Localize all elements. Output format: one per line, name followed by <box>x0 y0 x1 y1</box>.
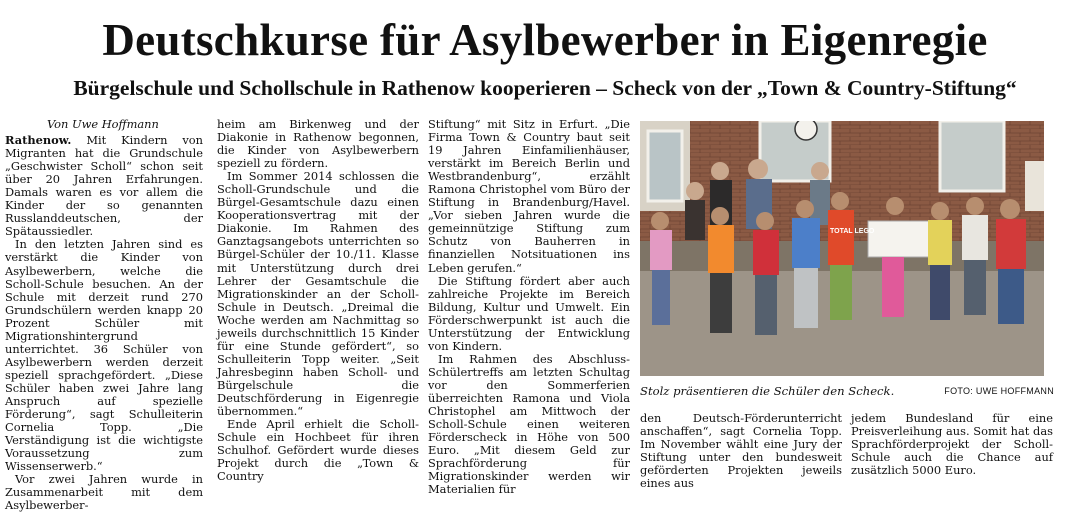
headline: Deutschkurse für Asylbewerber in Eigenregie <box>102 15 988 65</box>
paragraph: Die Stiftung fördert aber auch zahlreiche Projekte im Bereich Bildung, Kultur und Umwelt. Ein Förderschwerpunkt ist auch die Unterstützung der Entwicklung von Kindern. <box>428 273 630 353</box>
paragraph: In den letzten Jahren sind es verstärkt die Kinder von Asylbewerbern, welche die Scholl-Schule besuchen. An der Schule mit derzeit rund 270 Grundschülern werden knapp 20 Prozent Schüler mit Migrationshintergrund unterrichtet. 36 Schüler von Asylbewerbern werden derzeit speziell sprachgefördert. „Diese Schüler haben zwei Jahre lang Anspruch auf spezielle Förderung“, sagt Schulleiterin Cornelia Topp. „Die Verständigung ist die wichtigste Voraussetzung zum Wissenserwerb.“ <box>5 237 203 474</box>
article-column-1 <box>5 118 203 512</box>
group-photo <box>640 121 1044 376</box>
byline: Von Uwe Hoffmann <box>47 117 159 131</box>
paragraph: Im Rahmen des Abschluss-Schülertreffs am letzten Schultag vor den Sommerferien überreichten Ramona und Viola Christophel am Mittwoch der Scholl-Schule einen weiteren Förderscheck in Höhe von 500 Euro. „Mit diesem Geld zur Sprachförderung für Migrationskinder werden wir Materialien für <box>428 351 630 497</box>
photo-credit: FOTO: UWE HOFFMANN <box>944 386 1054 396</box>
dateline: Rathenow. <box>5 133 72 148</box>
paragraph: Im Sommer 2014 schlossen die Scholl-Grundschule und die Bürgel-Gesamtschule dazu einen Kooperationsvertrag mit der Diakonie. Im Rahmen des Ganztagsangebots unterrichten so Bürgel-Schüler der 10./11. Klasse mit Unterstützung durch drei Lehrer der Gesamtschule die Migrationskinder an der Scholl-Schule in Deutsch. „Dreimal die Woche werden am Nachmittag so jeweils durchschnittlich 15 Kinder für eine Stunde gefördert“, so Schulleiterin Topp weiter. „Seit Jahresbeginn haben Scholl- und Bürgelschule die Deutschförderung in Eigenregie übernommen.“ <box>217 169 419 419</box>
article-column-5 <box>851 412 1053 477</box>
article-column-2 <box>217 118 419 483</box>
paragraph: den Deutsch-Förderunterricht anschaffen“, sagt Cornelia Topp. Im November wählt eine Jury der Stiftung unter den bundesweit geförderten Projekten jeweils eines aus <box>640 411 842 491</box>
photo-caption-block <box>640 384 1054 398</box>
subheadline: Bürgelschule und Schollschule in Rathenow kooperieren – Scheck von der „Town & Country-Stiftung“ <box>73 76 1017 100</box>
paragraph-text: Mit Kindern von Migranten hat die Grundschule „Geschwister Scholl“ schon seit über 20 Jahren Erfahrungen. Damals waren es vor allem die Kinder der so genannten Russlanddeutschen, der Spätaussiedler. <box>5 133 204 239</box>
paragraph: jedem Bundesland für eine Preisverleihung aus. Somit hat das Sprachförderprojekt der Scholl-Schule auch die Chance auf zusätzlich 5000 Euro. <box>851 411 1053 478</box>
paragraph: Ende April erhielt die Scholl-Schule ein Hochbeet für ihren Schulhof. Gefördert wurde dieses Projekt durch die „Town & Country <box>217 417 419 484</box>
paragraph <box>5 134 203 238</box>
paragraph: Stiftung“ mit Sitz in Erfurt. „Die Firma Town & Country baut seit 19 Jahren Einfamilienhäuser, verstärkt im Bereich Berlin und Westbrandenburg“, erzählt Ramona Christophel vom Büro der Stiftung in Brandenburg/Havel. „Vor sieben Jahren wurde die gemeinnützige Stiftung zum Schutz von Bauherren in finanziellen Notsituationen ins Leben gerufen.“ <box>428 117 630 275</box>
paragraph: heim am Birkenweg und der Diakonie in Rathenow begonnen, die Kinder von Asylbewerbern speziell zu fördern. <box>217 117 419 171</box>
article-column-4 <box>640 412 842 490</box>
photo-caption: Stolz präsentieren die Schüler den Scheck. <box>640 384 895 398</box>
article-column-3 <box>428 118 630 496</box>
photo-illustration <box>640 121 1044 376</box>
paragraph: Vor zwei Jahren wurde in Zusammenarbeit mit dem Asylbewerber- <box>5 472 203 512</box>
shirt-print: TOTAL LEGO <box>830 228 875 235</box>
